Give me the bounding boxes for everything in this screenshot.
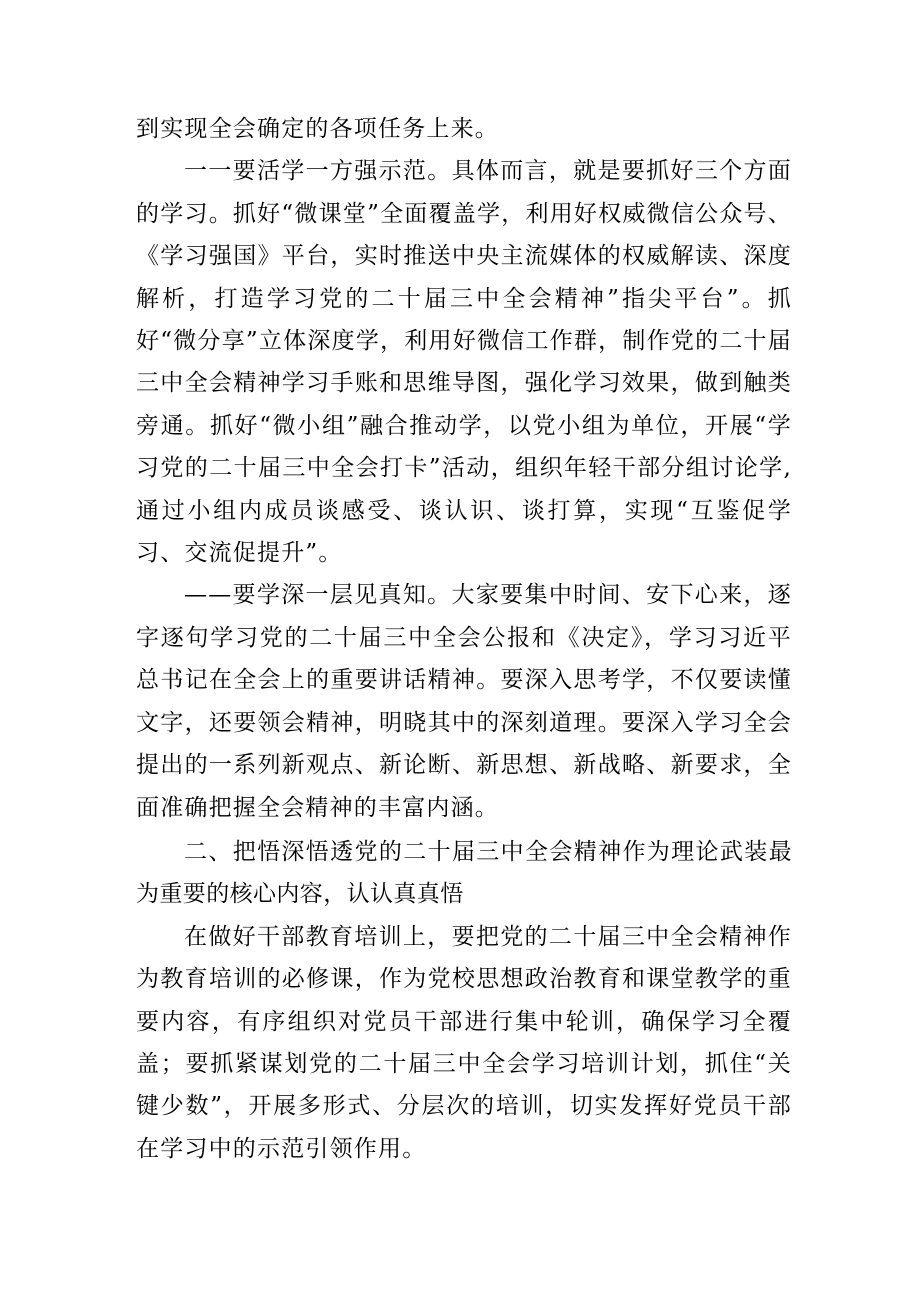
document-page xyxy=(136,108,792,1170)
paragraph-continuation: 到实现全会确定的各项任务上来。 xyxy=(136,116,499,142)
paragraph-cadre-training: 在做好干部教育培训上，要把党的二十届三中全会精神作为教育培训的必修课，作为党校思想政治教育和课堂教学的重要内容，有序组织对党员干部进行集中轮训，确保学习全覆盖；要抓紧谋划党的二十届三中全会学习培训计划，抓住“关键少数”，开展多形式、分层次的培训，切实发挥好党员干部在学习中的示范引领作用。 xyxy=(136,923,792,1162)
section-heading-two: 二、把悟深悟透党的二十届三中全会精神作为理论武装最为重要的核心内容，认认真真悟 xyxy=(136,838,792,908)
paragraph-study-flexibly: 一一要活学一方强示范。具体而言，就是要抓好三个方面的学习。抓好“微课堂”全面覆盖学，利用好权威微信公众号、《学习强国》平台，实时推送中央主流媒体的权威解读、深度解析，打造学习党的二十届三中全会精神”指尖平台”。抓好“微分享”立体深度学，利用好微信工作群，制作党的二十届三中全会精神学习手账和思维导图，强化学习效果，做到触类旁通。抓好“微小组”融合推动学，以党小组为单位，开展“学习党的二十届三中全会打卡”活动，组织年轻干部分组讨论学,通过小组内成员谈感受、谈认识、谈打算，实现“互鉴促学习、交流促提升”。 xyxy=(136,158,792,567)
paragraph-study-deeply: ——要学深一层见真知。大家要集中时间、安下心来，逐字逐句学习党的二十届三中全会公报和《决定》，学习习近平总书记在全会上的重要讲话精神。要深入思考学，不仅要读懂文字，还要领会精神，明晓其中的深刻道理。要深入学习全会提出的一系列新观点、新论断、新思想、新战略、新要求，全面准确把握全会精神的丰富内涵。 xyxy=(136,582,792,821)
